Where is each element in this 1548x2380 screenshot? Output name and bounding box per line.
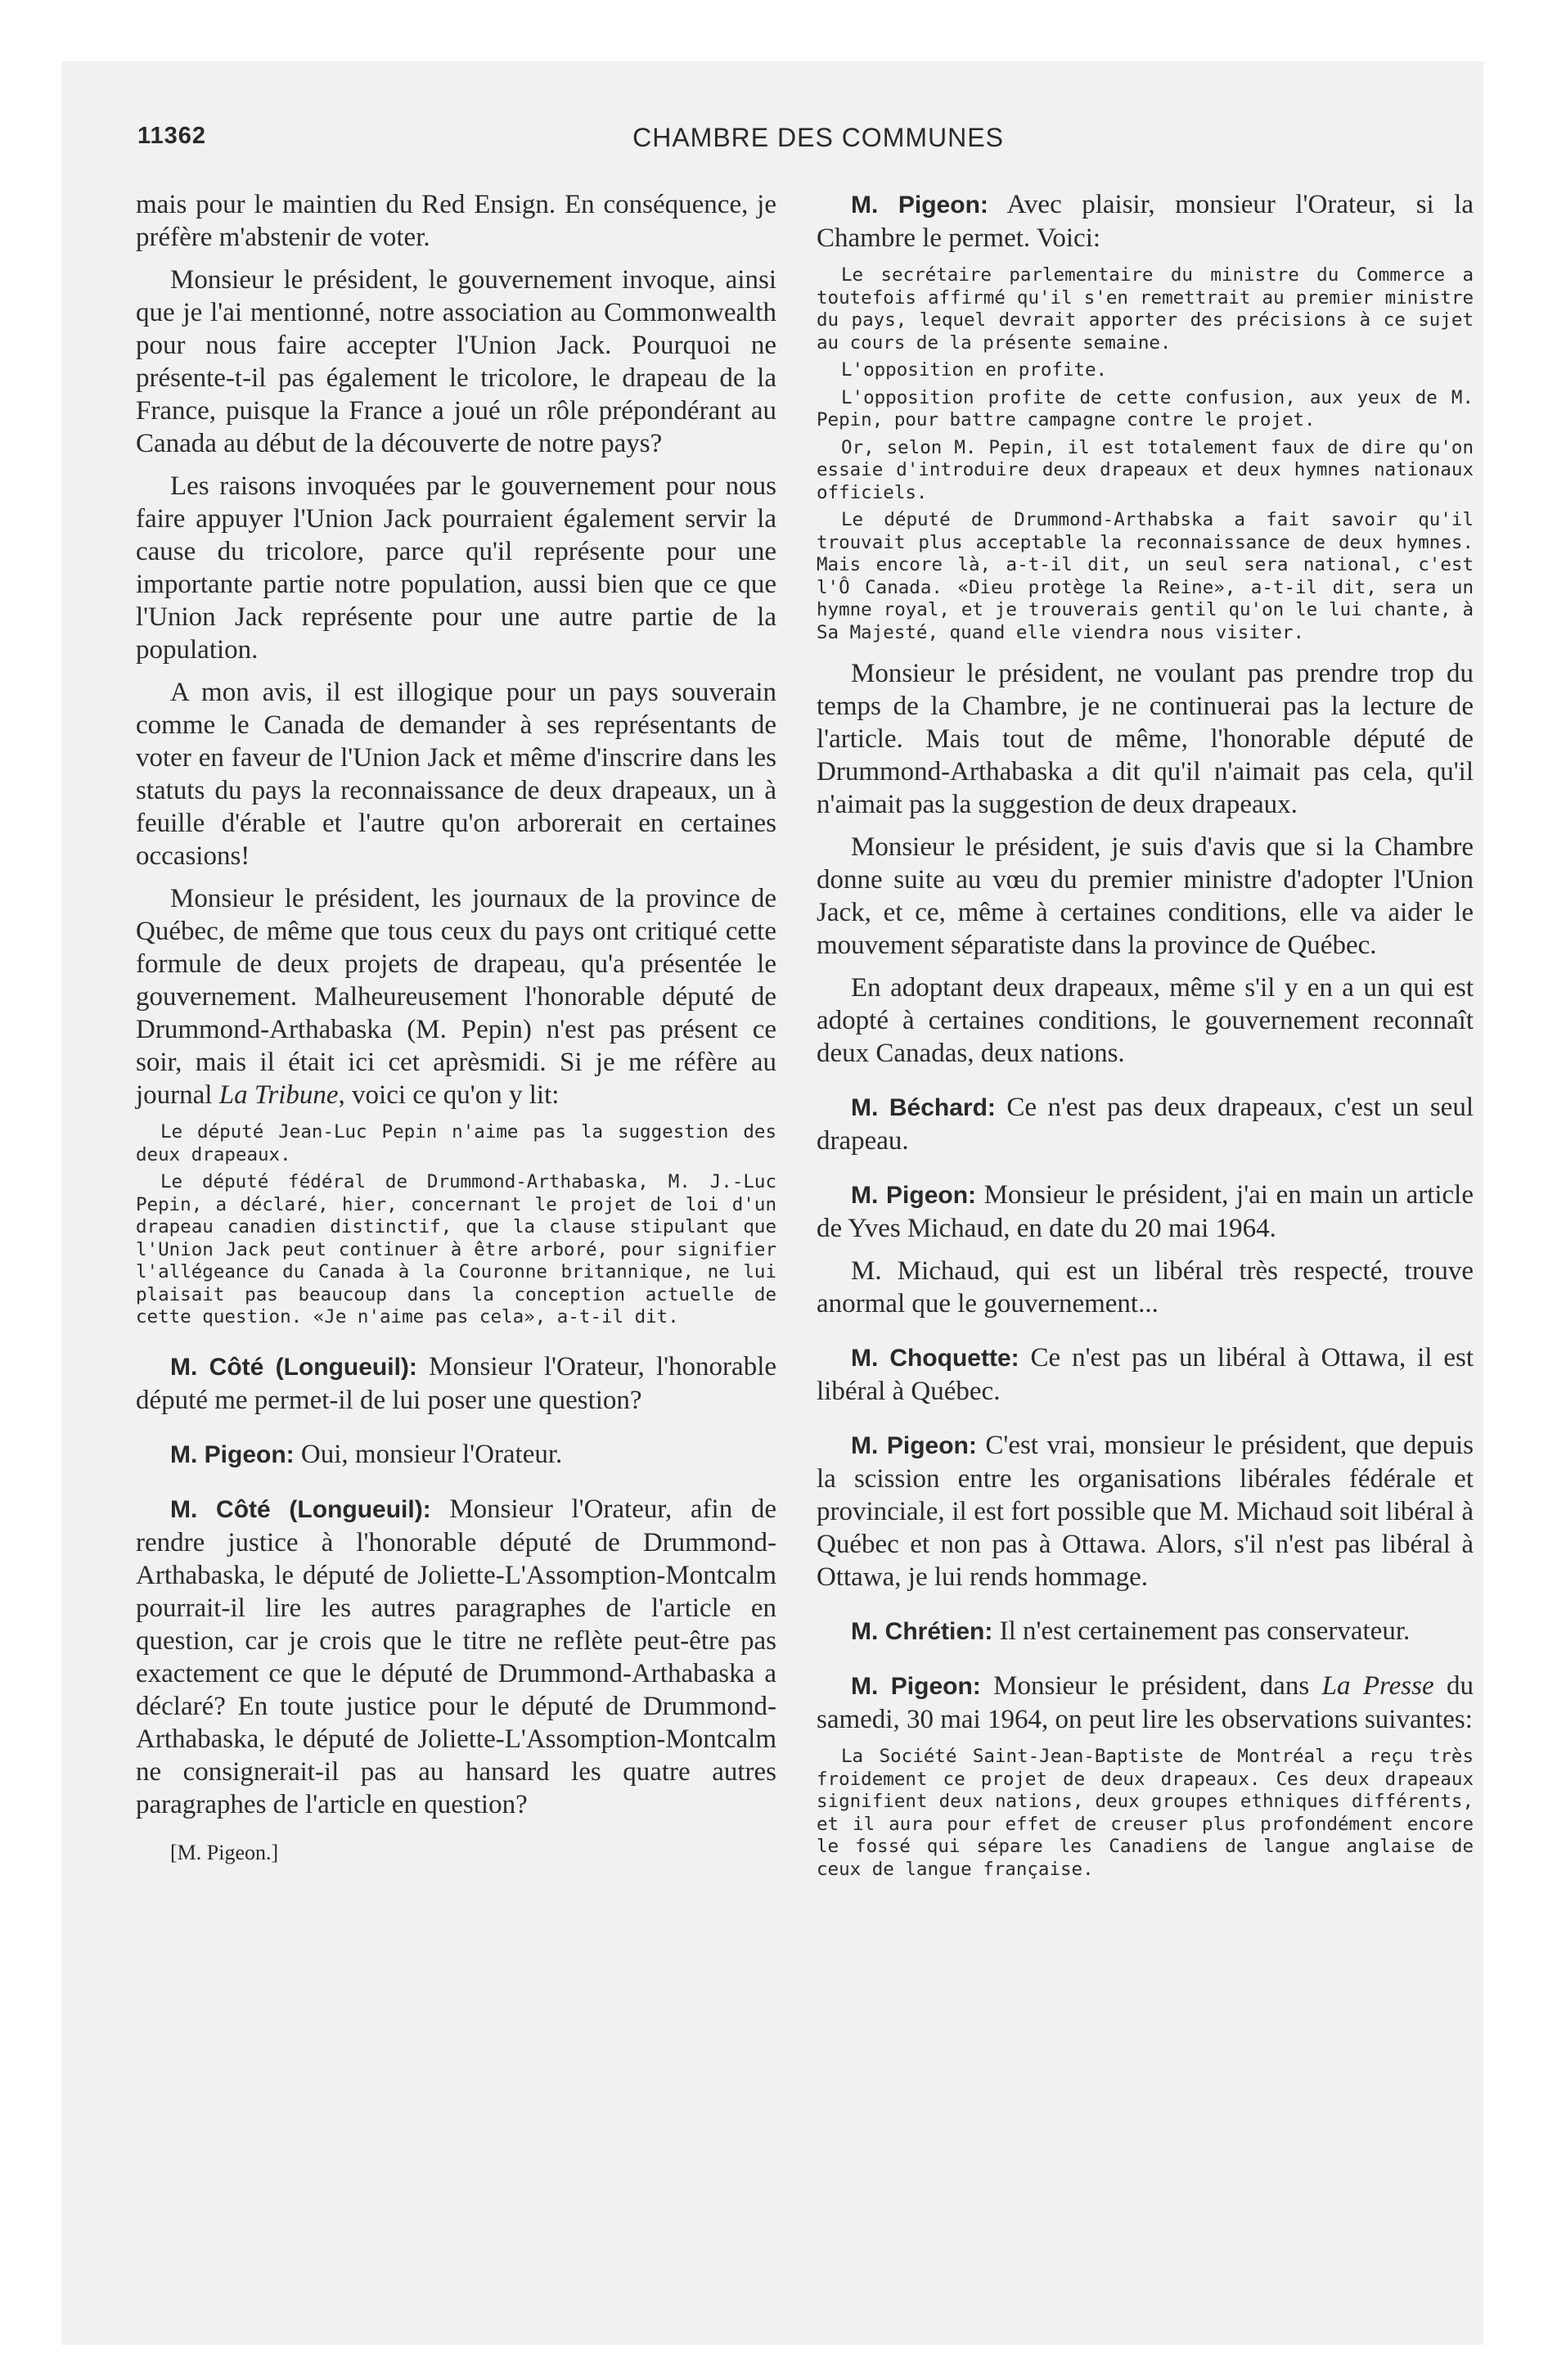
newspaper-title: La Presse: [1321, 1671, 1434, 1701]
paragraph: [136, 882, 776, 1111]
speaker-name: M. Chrétien:: [851, 1618, 993, 1645]
quotation: Le secrétaire parlementaire du ministre du Commerce a toutefois affirmé qu'il s'en remettrait au premier ministre du pays, lequel devrait apporter des précisions à ce sujet au cours de la présente semaine.: [817, 264, 1474, 354]
quotation: Or, selon M. Pepin, il est totalement faux de dire qu'on essaie d'introduire deux drapeaux et deux hymnes nationaux officiels.: [817, 436, 1474, 503]
quotation: L'opposition profite de cette confusion, aux yeux de M. Pepin, pour battre campagne contre le projet.: [817, 386, 1474, 430]
paragraph: Monsieur le président, je suis d'avis que si la Chambre donne suite au vœu du premier ministre d'adopter l'Union Jack, et ce, même à certaines conditions, elle va aider le mouvement séparatiste dans la province de Québec.: [817, 832, 1474, 960]
paragraph: En adoptant deux drapeaux, même s'il y en a un qui est adopté à certaines conditions, le gouvernement reconnaît deux Canadas, deux nations.: [817, 973, 1474, 1068]
paragraph: M. Michaud, qui est un libéral très respecté, trouve anormal que le gouvernement...: [817, 1256, 1474, 1318]
speech-text: Ce n'est pas un libéral à Ottawa, il est libéral à Québec.: [817, 1343, 1474, 1406]
left-column: [136, 188, 776, 1865]
speech: [817, 1179, 1474, 1245]
speaker-name: M. Béchard:: [851, 1094, 996, 1121]
speaker-name: M. Pigeon:: [851, 192, 988, 219]
speech-text: Avec plaisir, monsieur l'Orateur, si la Chambre le permet. Voici:: [817, 190, 1474, 253]
quotation: Le député Jean-Luc Pepin n'aime pas la suggestion des deux drapeaux.: [136, 1121, 776, 1165]
speaker-name: M. Côté (Longueuil):: [170, 1495, 431, 1523]
speaker-name: M. Pigeon:: [851, 1182, 977, 1209]
right-column: [817, 188, 1474, 1886]
quotation: Le député de Drummond-Arthabska a fait savoir qu'il trouvait plus acceptable la reconnaissance de deux hymnes. Mais encore là, a-t-il dit, un seul sera national, c'est l'Ô Canada. «Dieu protège la Reine», a-t-il dit, sera un hymne royal, et je trouverais gentil qu'on le lui chante, à Sa Majesté, quand elle viendra nous visiter.: [817, 509, 1474, 643]
running-title: CHAMBRE DES COMMUNES: [632, 123, 1004, 152]
speech-text: Monsieur l'Orateur, afin de rendre justice à l'honorable député de Drummond-Arthabaska, le député de Joliette-L'Assomption-Montcalm pourrait-il lire les autres paragraphes de l'article en question, car je crois que le titre ne reflète peut-être pas exactement ce que le député de Drummond-Arthabaska a déclaré? En toute justice pour le député de Drummond-Arthabaska, le député de Joliette-L'Assomption-Montcalm ne consignerait-il pas au hansard les quatre autres paragraphes de l'article en question?: [136, 1494, 776, 1819]
speaker-name: M. Pigeon:: [851, 1673, 981, 1700]
speech: [817, 1615, 1474, 1648]
speech: [817, 1091, 1474, 1157]
paragraph: mais pour le maintien du Red Ensign. En conséquence, je préfère m'abstenir de voter.: [136, 190, 776, 252]
speech-text: Monsieur le président, dans: [980, 1671, 1322, 1701]
quotation: Le député fédéral de Drummond-Arthabaska, M. J.-Luc Pepin, a déclaré, hier, concernant le projet de loi d'un drapeau canadien distinctif, que la clause stipulant que l'Union Jack peut continuer à être arboré, pour signifier l'allégeance du Canada à la Couronne britannique, ne lui plaisait pas beaucoup dans la conception actuelle de cette question. «Je n'aime pas cela», a-t-il dit.: [136, 1171, 776, 1327]
speech-text: Ce n'est pas deux drapeaux, c'est un seul drapeau.: [817, 1093, 1474, 1156]
paragraph: Monsieur le président, ne voulant pas prendre trop du temps de la Chambre, je ne continuerai pas la lecture de l'article. Mais tout de même, l'honorable député de Drummond-Arthabaska a dit qu'il n'aimait pas cela, qu'il n'aimait pas la suggestion de deux drapeaux.: [817, 659, 1474, 819]
paragraph: Monsieur le président, le gouvernement invoque, ainsi que je l'ai mentionné, notre association au Commonwealth pour nous faire accepter l'Union Jack. Pourquoi ne présente-t-il pas également le tricolore, le drapeau de la France, puisque la France a joué un rôle prépondérant au Canada au début de la découverte de notre pays?: [136, 265, 776, 458]
paragraph: Les raisons invoquées par le gouvernement pour nous faire appuyer l'Union Jack pourraient également servir la cause du tricolore, parce qu'il représente pour une importante partie notre population, aussi bien que ce que l'Union Jack représente pour une autre partie de la population.: [136, 471, 776, 665]
speech: [817, 1670, 1474, 1736]
quotation: L'opposition en profite.: [841, 359, 1108, 381]
speaker-name: M. Pigeon:: [170, 1440, 295, 1468]
speech: [136, 1493, 776, 1821]
speaker-attribution: [M. Pigeon.]: [170, 1840, 279, 1864]
page-header: [0, 123, 1548, 164]
speech-text: Oui, monsieur l'Orateur.: [294, 1439, 563, 1469]
paragraph-text: Monsieur le président, les journaux de la province de Québec, de même que tous ceux du pays ont critiqué cette formule de deux projets de drapeau, qu'a présentée le gouvernement. Malheureusement l'honorable député de Drummond-Arthabaska (M. Pepin) n'est pas présent ce soir, mais il était ici cet aprèsmidi. Si je me réfère au journal: [136, 884, 776, 1110]
newspaper-title: La Tribune: [218, 1080, 339, 1110]
speaker-name: M. Choquette:: [851, 1345, 1019, 1372]
speaker-name: M. Pigeon:: [851, 1432, 977, 1459]
speech-text: Monsieur le président, j'ai en main un article de Yves Michaud, en date du 20 mai 1964.: [817, 1180, 1474, 1243]
speech: [817, 188, 1474, 255]
speech: [817, 1429, 1474, 1593]
speech-text: Monsieur l'Orateur, l'honorable député me permet-il de lui poser une question?: [136, 1351, 777, 1415]
speaker-name: M. Côté (Longueuil):: [170, 1353, 417, 1381]
speech-text: C'est vrai, monsieur le président, que depuis la scission entre les organisations libérales fédérale et provinciale, il est fort possible que M. Michaud soit libéral à Québec et non pas à Ottawa. Alors, s'il n'est pas libéral à Ottawa, je lui rends hommage.: [817, 1431, 1474, 1592]
quotation: La Société Saint-Jean-Baptiste de Montréal a reçu très froidement ce projet de deux drapeaux. Ces deux drapeaux signifient deux nations, deux groupes ethniques différents, et il aura pour effet de creuser plus profondément encore le fossé qui sépare les Canadiens de langue anglaise de ceux de langue française.: [817, 1746, 1474, 1880]
page-number: 11362: [137, 123, 207, 149]
speech: [136, 1438, 776, 1472]
speech-text: Il n'est certainement pas conservateur.: [992, 1616, 1411, 1646]
paragraph-text: , voici ce qu'on y lit:: [338, 1080, 560, 1110]
speech: [817, 1341, 1474, 1408]
paragraph: A mon avis, il est illogique pour un pays souverain comme le Canada de demander à ses représentants de voter en faveur de l'Union Jack et même d'inscrire dans les statuts du pays la reconnaissance de deux drapeaux, un à feuille d'érable et l'autre qu'on arborerait en certaines occasions!: [136, 678, 776, 871]
speech: [136, 1350, 776, 1417]
speech-text: du samedi, 30 mai 1964, on peut lire les observations suivantes:: [817, 1671, 1474, 1734]
